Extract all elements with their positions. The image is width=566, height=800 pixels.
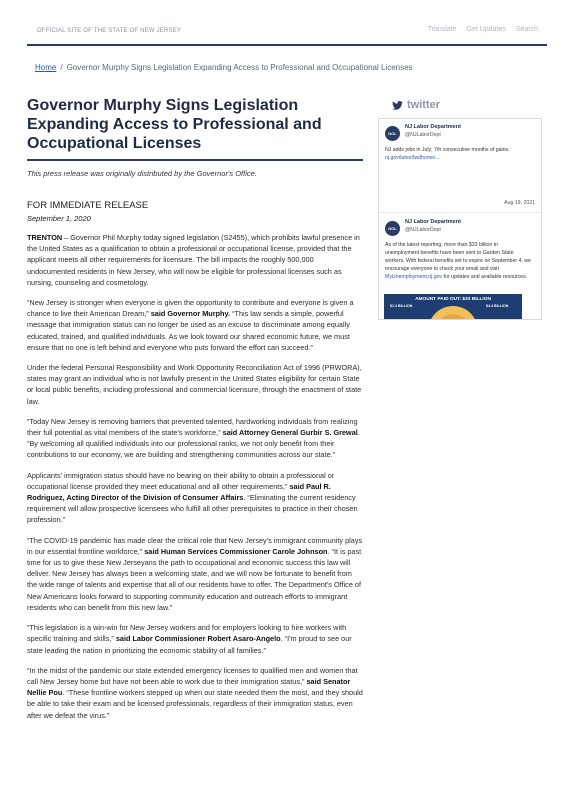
tweet-text-end: for updates and available resources. <box>442 274 528 280</box>
avatar[interactable]: DOL <box>385 126 400 141</box>
breadcrumb <box>35 63 413 72</box>
tweet-text: NJ adds jobs in July; 7th consecutive months of gains. <box>385 147 510 153</box>
breadcrumb-separator: / <box>60 63 63 72</box>
tweet-divider <box>379 212 541 213</box>
paragraph-8-quote: “In the midst of the pandemic our state extended emergency licenses to qualified men and women that call New Jersey home but have not been able to work due to their immigration status,” <box>27 665 358 686</box>
paragraph-1 <box>27 232 363 288</box>
paragraph-3: Under the federal Personal Responsibility and Work Opportunity Reconciliation Act of 1996 (PRWORA), states may grant an individual who is not lawfully present in the United States eligibility for certain State or local public benefits, including professional and commercial licensure, through the enactment of state law. <box>27 363 362 406</box>
tweet-body <box>385 241 533 281</box>
tweet-body <box>385 146 533 162</box>
official-site-label: OFFICIAL SITE OF THE STATE OF NEW JERSEY <box>37 28 182 34</box>
paragraph-6-text: . “It is past time for us to give these New Jerseyans the path to occupational and economic success this law will deliver. New Jersey has always been a welcoming state, and we will now be fortunate to benefit from the wide range of talents and expertise that all of our residents have to offer. The Department's Office of New Americans looks forward to supporting community education and outreach efforts to immigrant residents who can benefit from this new law.” <box>27 546 362 612</box>
dateline: TRENTON <box>27 233 63 242</box>
site-header <box>0 0 566 46</box>
article <box>27 96 363 721</box>
release-label: FOR IMMEDIATE RELEASE <box>27 200 149 211</box>
paragraph-5-quote: Applicants' immigration status should have no bearing on their ability to obtain a professional or occupational license provided they meet educational and all other requirements,” <box>27 470 335 491</box>
paragraph-4-speaker: said Attorney General Gurbir S. Grewal <box>220 428 358 438</box>
paragraph-2-text: “This law sends a simple, powerful message that immigration status can no longer be used as an excuse to discriminate among equally educated, trained, and qualified individuals. As we look toward our shared economic future, we must ensure that no one is left behind and everyone who puts forward the effort can succeed.” <box>27 309 350 352</box>
paragraph-5-text: . “Eliminating the current residency requirement will allow prospective licensees who fulfill all other prerequisites to practice in their chosen profession.” <box>27 493 358 525</box>
search-link[interactable]: Search <box>515 26 538 33</box>
paragraph-2 <box>27 297 363 353</box>
tweet-link[interactable]: nj.gov/labor/lwdhome/... <box>385 155 440 161</box>
intro-note: This press release was originally distributed by the Governor's Office. <box>27 169 257 178</box>
paragraph-7-text: . “I'm proud to see our state leading the nation in prioritizing the economic stability of all families.” <box>27 634 352 655</box>
paragraph-4-text: . “By welcoming all qualified individuals into our professional ranks, we not only benefit from their contributions to our economy, we are building and strengthening communities across our state.” <box>27 428 360 460</box>
paragraph-6-speaker: said Human Services Commissioner Carole Johnson <box>142 546 328 556</box>
page-title: Governor Murphy Signs Legislation Expanding Access to Professional and Occupational Licenses <box>27 96 363 161</box>
get-updates-link[interactable]: Get Updates <box>466 26 506 33</box>
twitter-sidebar <box>378 96 542 320</box>
paragraph-5-speaker: said Paul R. Rodriguez, Acting Director of the Division of Consumer Affairs <box>27 481 331 503</box>
tweet-author-name[interactable]: NJ Labor Department <box>405 124 461 130</box>
translate-link[interactable]: Translate <box>427 26 457 33</box>
paragraph-6 <box>27 535 363 613</box>
tweet-author-name[interactable]: NJ Labor Department <box>405 219 461 225</box>
paragraph-4-quote: “Today New Jersey is removing barriers that prevented talented, hardworking individuals from realizing their full potential as vital members of the state's workforce,” <box>27 416 358 438</box>
paragraph-8-speaker: said Senator Nellie Pou <box>27 676 351 698</box>
tweet-date[interactable]: Aug 19, 2021 <box>504 200 535 206</box>
twitter-heading-text: twitter <box>407 99 440 111</box>
breadcrumb-current: Governor Murphy Signs Legislation Expanding Access to Professional and Occupational Licenses <box>66 63 413 72</box>
breadcrumb-home-link[interactable]: Home <box>35 63 57 72</box>
paragraph-7-quote: “This legislation is a win-win for New Jersey workers and for employers looking to hire workers with specific training and skills,” <box>27 623 347 644</box>
paragraph-2-speaker: said Governor Murphy. <box>148 309 231 319</box>
tweet-link[interactable]: MyUnemployment.nj.gov <box>385 274 443 280</box>
twitter-bird-icon <box>392 101 403 110</box>
release-date: September 1, 2020 <box>27 214 91 223</box>
twitter-heading <box>378 96 542 114</box>
paragraph-8 <box>27 665 363 721</box>
paragraph-8-text: . “These frontline workers stepped up when our state needed them the most, and they should be able to take their exam and be licensed professionals, regardless of their immigration status, even after we defeat the virus.” <box>27 688 363 720</box>
paragraph-2-quote: “New Jersey is stronger when everyone is given the opportunity to contribute and everyone is given a chance to live their American Dream,” <box>27 298 354 319</box>
tweet-author-handle[interactable]: @NJLaborDept <box>405 227 441 233</box>
paragraph-6-quote: “The COVID-19 pandemic has made clear the critical role that New Jersey's immigrant community plays in our essential frontline workforce,” <box>27 535 363 556</box>
twitter-feed[interactable] <box>378 118 542 320</box>
infographic-right-value: $4.4 BILLION <box>486 304 509 308</box>
infographic-title: AMOUNT PAID OUT: $33 BILLION <box>415 297 491 302</box>
paragraph-7 <box>27 622 363 656</box>
tweet-text: As of the latest reporting, more than $33 billion in unemployment benefits have been sent to Garden State workers. With federal benefits set to expire on September 4, we encourage everyone to check your email and visit <box>385 242 531 272</box>
header-links <box>428 26 538 33</box>
tweet-author-handle[interactable]: @NJLaborDept <box>405 132 441 138</box>
infographic-left-value: $1.4 BILLION <box>390 304 413 308</box>
avatar[interactable]: DOL <box>385 221 400 236</box>
paragraph-7-speaker: said Labor Commissioner Robert Asaro-Angelo <box>113 634 281 644</box>
paragraph-1-text: – Governor Phil Murphy today signed legislation (S2455), which prohibits lawful presence in the United States as a qualification to obtain a professional or occupational license, provided that the applicant meets all other requirements for licensure. The bill impacts the roughly 500,000 undocumented residents in New Jersey, who will now be eligible for professional licenses such as nursing, counseling and cosmetology. <box>27 233 360 287</box>
header-divider <box>27 44 547 46</box>
paragraph-4 <box>27 416 363 461</box>
paragraph-5 <box>27 470 363 526</box>
tweet-infographic-image[interactable] <box>384 294 522 320</box>
